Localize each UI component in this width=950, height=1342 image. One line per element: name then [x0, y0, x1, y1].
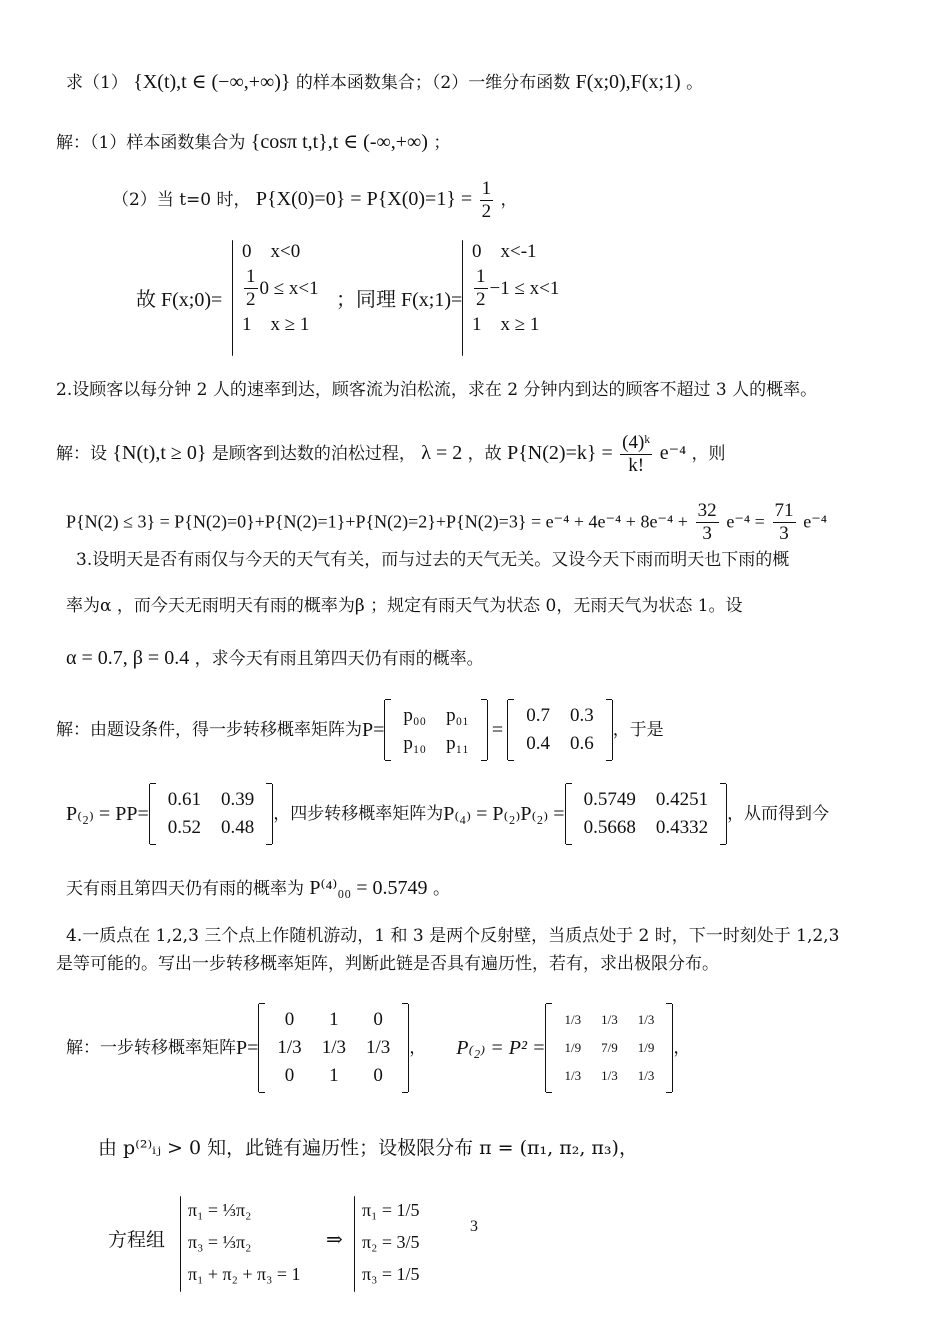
f0-row-text: 0 ≤ x<1 [259, 277, 319, 299]
frac-num: 32 [697, 500, 717, 521]
matrix-cell: 0.52 [167, 817, 201, 838]
half-fraction [480, 178, 494, 223]
final-text: 天有雨且第四天仍有雨的概率为 [66, 879, 304, 899]
pk-expr: P{N(2)=k} = [507, 442, 613, 464]
p2-label: P₍₂₎ = PP= [66, 803, 149, 825]
p2-question: 2.设顾客以每分钟 2 人的速率到达，顾客流为泊松流，求在 2 分钟内到达的顾客不超过 3 人的概率。 [56, 380, 818, 400]
matrix-cell: 0.6 [569, 733, 594, 754]
matrix-cell: 0.5749 [583, 789, 636, 810]
frac-num: 71 [774, 500, 794, 521]
frac-den: 2 [481, 201, 492, 222]
sys-row: π₁ = ⅓π₂ [188, 1200, 252, 1220]
frac-den: 3 [702, 523, 712, 544]
matrix-cell: 1 [329, 1009, 339, 1030]
matrix-cell: 0.61 [167, 789, 201, 810]
a2-end: ， [500, 190, 518, 210]
p1-answer2 [112, 178, 518, 223]
p-label: P= [236, 1037, 259, 1059]
f1-row: 1 x ≥ 1 [472, 314, 540, 335]
f0-row: 0 x<0 [242, 241, 301, 262]
final-expr: P⁽⁴⁾₀₀ = 0.5749 [309, 877, 428, 899]
p-label: P= [362, 719, 385, 741]
matrix-cell: 0 [373, 1065, 383, 1086]
p2-matrix [545, 1004, 673, 1092]
frac-den: k! [628, 455, 645, 476]
frac-num: 1 [476, 266, 486, 287]
f0-row [242, 266, 319, 311]
matrix-cell: 1/3 [637, 1012, 655, 1027]
matrix-cell: 1/3 [601, 1068, 618, 1083]
matrix-cell: 1/9 [564, 1040, 582, 1055]
matrix-cell: 1/3 [564, 1012, 582, 1027]
p3-p2p4 [66, 784, 829, 844]
p2-solution [56, 432, 726, 477]
matrix-cell: 1/3 [277, 1037, 302, 1058]
matrix-cell: 0 [284, 1009, 295, 1030]
p-symbol-matrix [384, 700, 488, 760]
matrix-cell: 0.5668 [583, 817, 636, 838]
sol-then: ，于是 [612, 720, 664, 740]
sol-set: {N(t),t ≥ 0} [112, 442, 207, 464]
p3-q2: 率为α ，而今天无雨明天有雨的概率为β ；规定有雨天气为状态 0，无雨天气为状态 1。设 [66, 596, 743, 616]
matrix-cell: 1 [329, 1065, 339, 1086]
p4-q1: 4.一质点在 1,2,3 三个点上作随机游动，1 和 3 是两个反射壁，当质点处于 2 时，下一时刻处于 1,2,3 [66, 926, 840, 946]
page-number: 3 [470, 1218, 478, 1235]
comma: ， [409, 1038, 427, 1058]
f1-row [472, 266, 559, 311]
sys-row: π₁ + π₂ + π₃ = 1 [188, 1264, 301, 1284]
res-brace [354, 1196, 355, 1292]
matrix-cell: 0.4251 [655, 789, 709, 810]
sol-prefix: 解：一步转移概率矩阵 [66, 1038, 236, 1058]
res-row: π₂ = 3/5 [362, 1232, 420, 1252]
p2-end: ， [673, 1038, 691, 1058]
p4-q2: 是等可能的。写出一步转移概率矩阵，判断此链是否具有遍历性，若有，求出极限分布。 [56, 954, 719, 974]
f1-cases [472, 238, 559, 339]
matrix-cell: 0.3 [569, 705, 594, 726]
a1-set: {cosπ t,t},t ∈ (-∞,+∞) [250, 131, 428, 153]
q-mid: 的样本函数集合；（2）一维分布函数 [295, 73, 571, 93]
matrix-cell: 0.39 [220, 789, 255, 810]
sys-rows [188, 1194, 301, 1290]
sum-expr: P{N(2) ≤ 3} = P{N(2)=0}+P{N(2)=1}+P{N(2)=2}+P{N(2)=3} = e⁻⁴ + 4e⁻⁴ + 8e⁻⁴ + [66, 511, 688, 532]
q-end: 。 [686, 73, 704, 93]
implies-arrow: ⇒ [326, 1229, 343, 1251]
p3-final [66, 876, 450, 901]
matrix-cell: 1/3 [637, 1068, 655, 1083]
sum-end: e⁻⁴ [803, 511, 828, 532]
p3-solution [56, 700, 664, 760]
matrix-cell: 0 [373, 1009, 383, 1030]
sys-brace [180, 1196, 181, 1292]
res-row: π₁ = 1/5 [362, 1200, 420, 1220]
matrix-cell: 0 [284, 1065, 295, 1086]
sol-mid: 是顾客到达数的泊松过程， [211, 444, 416, 464]
frac-num: 1 [481, 178, 492, 199]
same-label [336, 288, 462, 313]
matrix-cell: 0.48 [220, 817, 255, 838]
q-fx: F(x;0),F(x;1) [575, 71, 681, 93]
f0-row: 1 x ≥ 1 [242, 314, 310, 335]
matrix-cell: 1/3 [321, 1037, 346, 1058]
sol-prefix: 解：设 [56, 444, 107, 464]
a1-prefix: 解：（1）样本函数集合为 [56, 133, 246, 153]
f1-row-text: −1 ≤ x<1 [489, 277, 560, 299]
f0-brace [232, 240, 233, 356]
final-end: 。 [432, 879, 450, 899]
same-label-text: ；同理 F(x;1)= [336, 289, 463, 311]
sum-fraction-1 [696, 500, 719, 545]
q3-expr: α = 0.7, β = 0.4 [66, 647, 190, 669]
matrix-cell: p₀₁ [446, 705, 469, 726]
f1-row: 0 x<-1 [472, 241, 537, 262]
matrix-cell: 1/3 [601, 1012, 618, 1027]
matrix-cell: p₁₁ [446, 733, 469, 754]
sum-mid: e⁻⁴ = [726, 511, 765, 532]
matrix-cell: p₁₀ [403, 733, 427, 754]
half-fraction [474, 266, 488, 311]
p2-matrix [149, 784, 274, 844]
frac-den: 3 [779, 523, 789, 544]
frac-num: (4)ᵏ [622, 432, 651, 453]
p1-question [66, 70, 703, 95]
p4-matrix [565, 784, 728, 844]
matrix-cell: p₀₀ [403, 705, 427, 726]
a2-expr: P{X(0)=0} = P{X(0)=1} = [255, 188, 473, 210]
p4-label: P₍₄₎ = P₍₂₎P₍₂₎ = [443, 803, 565, 825]
res-row: π₃ = 1/5 [362, 1264, 420, 1284]
a1-end: ； [433, 133, 451, 153]
f1-brace [462, 240, 463, 356]
matrix-cell: 0.4 [526, 733, 550, 754]
q-set: {X(t),t ∈ (−∞,+∞)} [133, 71, 291, 93]
matrix-cell: 1/3 [564, 1068, 582, 1083]
sys-row: π₃ = ⅓π₂ [188, 1232, 252, 1252]
sum-fraction-2 [773, 500, 796, 545]
p4-solution [66, 988, 690, 1108]
matrix-cell: 1/3 [365, 1037, 391, 1058]
p-matrix [258, 1004, 409, 1092]
sol-end: ，则 [691, 444, 726, 464]
sol-mid2: ，故 [467, 444, 502, 464]
p4-ergodic: 由 p⁽²⁾ᵢⱼ > 0 知，此链有遍历性；设极限分布 π = (π₁, π₂, π₃)， [98, 1137, 638, 1159]
frac-num: 1 [246, 266, 256, 287]
half-fraction [244, 266, 258, 311]
a2-prefix: （2）当 t=0 时， [112, 190, 251, 210]
p3-q1: 3.设明天是否有雨仅与今天的天气有关，而与过去的天气无关。又设今天下雨而明天也下雨的概 [76, 550, 790, 570]
f0-label: 故 F(x;0)= [136, 289, 223, 311]
pk-exp: e⁻⁴ [659, 442, 687, 464]
q-prefix: 求（1） [66, 73, 128, 93]
sys-label: 方程组 [108, 1229, 166, 1251]
frac-den: 2 [476, 289, 486, 310]
p2-label: P₍₂₎ = P² = [456, 1037, 546, 1059]
matrix-cell: 0.4332 [655, 817, 709, 838]
matrix-cell: 7/9 [601, 1040, 618, 1055]
p4-end: ，从而得到今 [727, 804, 830, 824]
res-rows [362, 1194, 420, 1290]
pk-fraction [620, 432, 652, 477]
equals: = [491, 719, 504, 741]
p3-q3 [66, 646, 484, 671]
q3-text: ，求今天有雨且第四天仍有雨的概率。 [194, 649, 484, 669]
p4-text: ，四步转移概率矩阵为 [273, 804, 444, 824]
p2-sum [66, 500, 827, 545]
sol-prefix: 解：由题设条件，得一步转移概率矩阵为 [56, 720, 362, 740]
p-value-matrix [507, 700, 613, 760]
lambda: λ = 2 [421, 442, 463, 464]
f0-cases [242, 238, 319, 339]
matrix-cell: 0.7 [526, 705, 550, 726]
matrix-cell: 1/9 [637, 1040, 655, 1055]
p1-answer1 [56, 130, 450, 155]
frac-den: 2 [246, 289, 256, 310]
